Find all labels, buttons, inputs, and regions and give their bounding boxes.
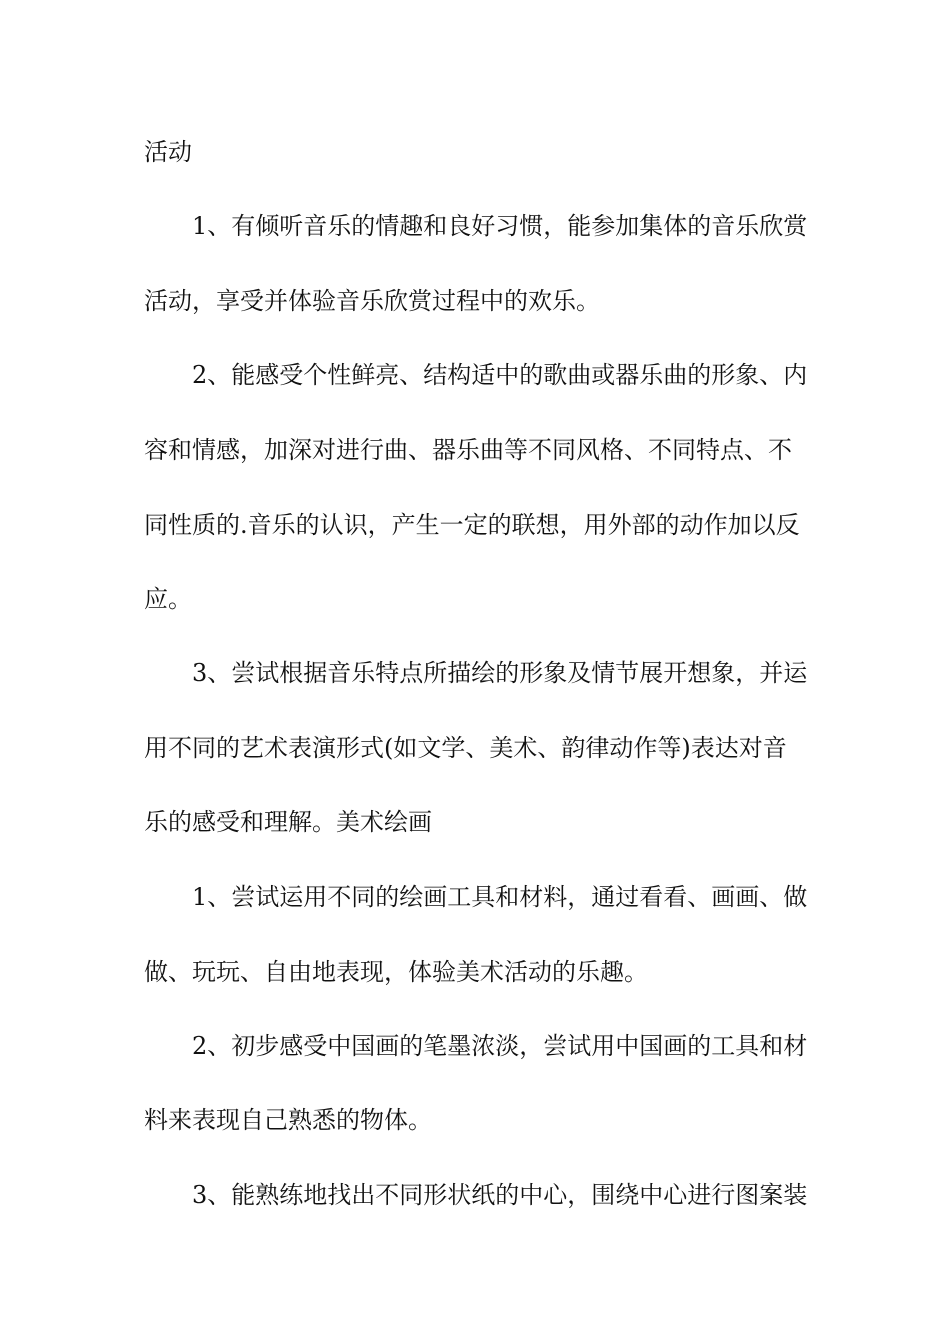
text-line-9: 用不同的艺术表演形式(如文学、美术、韵律动作等)表达对音 — [144, 734, 787, 762]
text-line-1: 活动 — [144, 138, 192, 166]
text-line-12: 做、玩玩、自由地表现，体验美术活动的乐趣。 — [144, 958, 648, 986]
text-line-6: 同性质的.音乐的认识，产生一定的联想，用外部的动作加以反 — [144, 511, 800, 539]
text-line-11: 1、尝试运用不同的绘画工具和材料，通过看看、画画、做 — [192, 883, 808, 911]
text-line-5: 容和情感，加深对进行曲、器乐曲等不同风格、不同特点、不 — [144, 436, 792, 464]
text-line-13: 2、初步感受中国画的笔墨浓淡，尝试用中国画的工具和材 — [192, 1032, 808, 1060]
text-line-10: 乐的感受和理解。美术绘画 — [144, 808, 432, 836]
text-line-3: 活动，享受并体验音乐欣赏过程中的欢乐。 — [144, 287, 600, 315]
text-line-15: 3、能熟练地找出不同形状纸的中心，围绕中心进行图案装 — [192, 1181, 808, 1209]
text-line-8: 3、尝试根据音乐特点所描绘的形象及情节展开想象，并运 — [192, 659, 808, 687]
text-line-4: 2、能感受个性鲜亮、结构适中的歌曲或器乐曲的形象、内 — [192, 361, 808, 389]
text-line-2: 1、有倾听音乐的情趣和良好习惯，能参加集体的音乐欣赏 — [192, 212, 808, 240]
text-line-7: 应。 — [144, 585, 192, 613]
text-line-14: 料来表现自己熟悉的物体。 — [144, 1106, 432, 1134]
